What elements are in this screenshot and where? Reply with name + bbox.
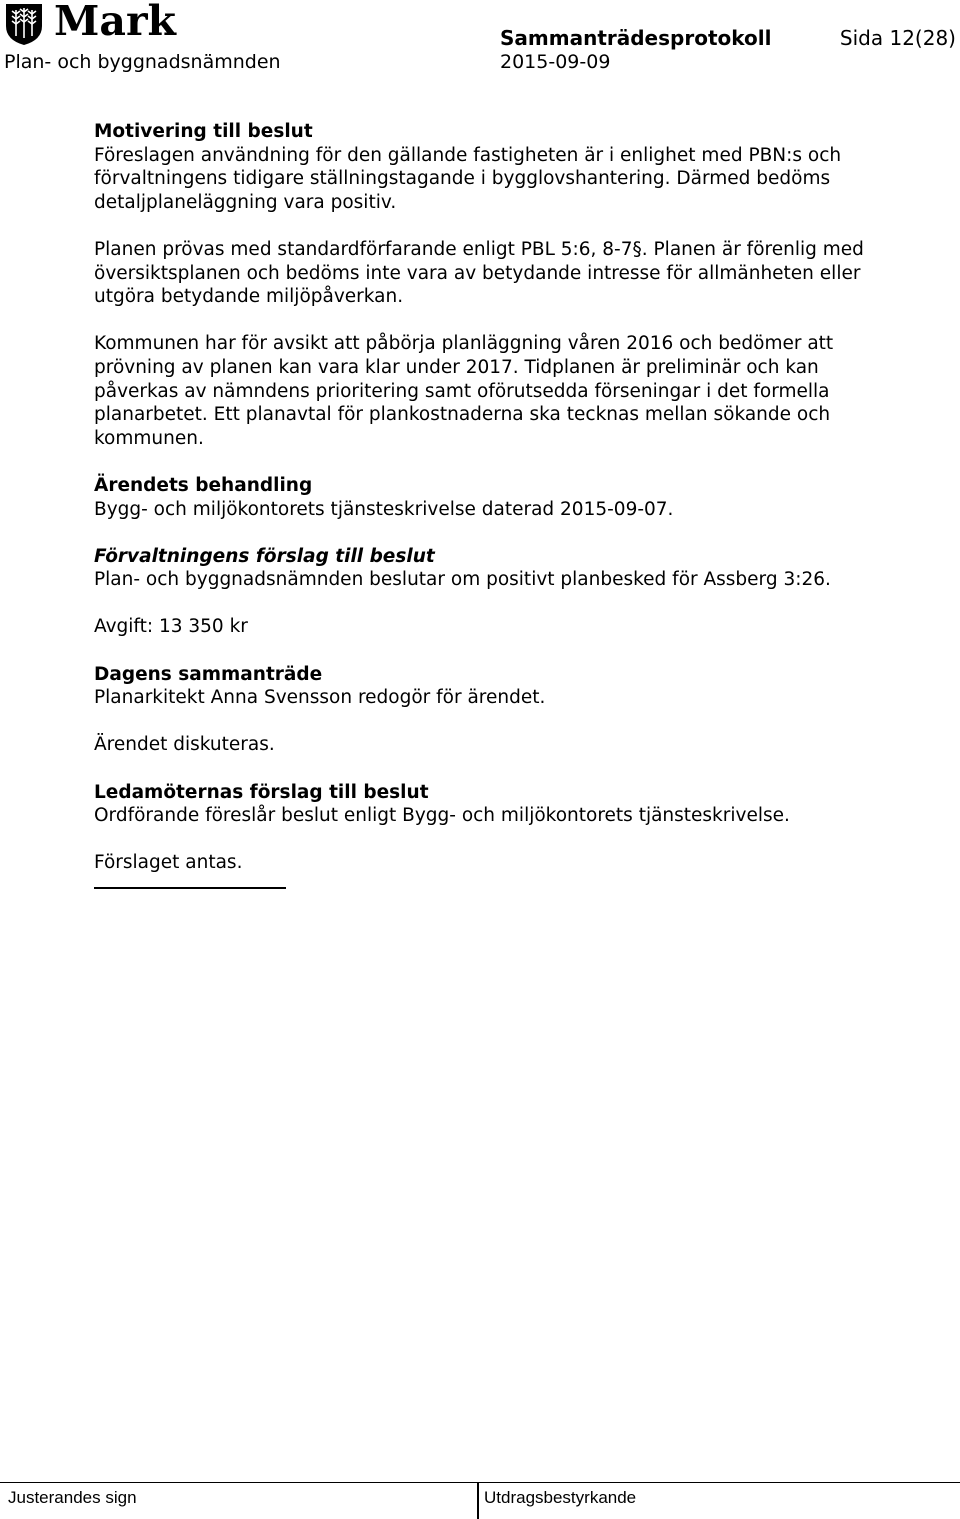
- section-ledamoter: [94, 781, 894, 828]
- municipality-crest-icon: [4, 2, 44, 46]
- section-dagens-note: [94, 733, 894, 757]
- section-behandling: [94, 474, 894, 521]
- paragraph: Planen prövas med standardförfarande enligt PBL 5:6, 8-7§. Planen är förenlig med översiktsplanen och bedöms inte vara av betydande intresse för allmänheten eller utgöra betydande miljöpåverkan.: [94, 238, 864, 308]
- fee-text: Avgift: 13 350 kr: [94, 616, 248, 638]
- page-footer: [0, 1482, 960, 1519]
- paragraph: Bygg- och miljökontorets tjänsteskrivelse daterad 2015-09-07.: [94, 498, 674, 520]
- section-heading: Motivering till beslut: [94, 121, 313, 142]
- certification-label: Utdragsbestyrkande: [484, 1488, 637, 1507]
- section-motivering-plan: [94, 238, 894, 309]
- brand-name: Mark: [54, 0, 176, 45]
- paragraph: Planarkitekt Anna Svensson redogör för ärendet.: [94, 687, 546, 709]
- paragraph: Ordförande föreslår beslut enligt Bygg- och miljökontorets tjänsteskrivelse.: [94, 805, 790, 827]
- paragraph: Förslaget antas.: [94, 852, 243, 874]
- footer-divider: [477, 1483, 479, 1519]
- section-heading: Förvaltningens förslag till beslut: [94, 545, 435, 567]
- paragraph: Plan- och byggnadsnämnden beslutar om positivt planbesked för Assberg 3:26.: [94, 569, 831, 591]
- organization-name: Plan- och byggnadsnämnden: [4, 51, 281, 73]
- paragraph: Kommunen har för avsikt att påbörja planläggning våren 2016 och bedömer att prövning av planen kan vara klar under 2017. Tidplanen är preliminär och kan påverkas av nämndens prioritering samt oförutsedda förseningar i det formella planarbetet. Ett planavtal för plankostnaderna ska tecknas mellan sökande och kommunen.: [94, 333, 834, 449]
- section-forslag: [94, 545, 894, 592]
- section-motivering-timeline: [94, 332, 894, 450]
- section-fee: [94, 615, 894, 639]
- section-heading: Ärendets behandling: [94, 474, 313, 496]
- document-type: Sammanträdesprotokoll: [500, 26, 772, 50]
- page-header: [0, 0, 960, 80]
- section-motivering: [94, 120, 894, 214]
- protocol-body: [94, 120, 894, 889]
- end-rule: [94, 887, 286, 889]
- signature-label: Justerandes sign: [8, 1488, 137, 1507]
- paragraph: Ärendet diskuteras.: [94, 734, 275, 756]
- section-dagens: [94, 663, 894, 710]
- page-number: Sida 12(28): [839, 26, 956, 50]
- document-date: 2015-09-09: [500, 51, 611, 73]
- section-heading: Dagens sammanträde: [94, 663, 323, 685]
- section-result: [94, 851, 894, 889]
- paragraph: Föreslagen användning för den gällande fastigheten är i enlighet med PBN:s och förvaltningens tidigare ställningstagande i bygglovshantering. Därmed bedöms detaljplaneläggning vara positiv.: [94, 144, 842, 213]
- section-heading: Ledamöternas förslag till beslut: [94, 781, 429, 803]
